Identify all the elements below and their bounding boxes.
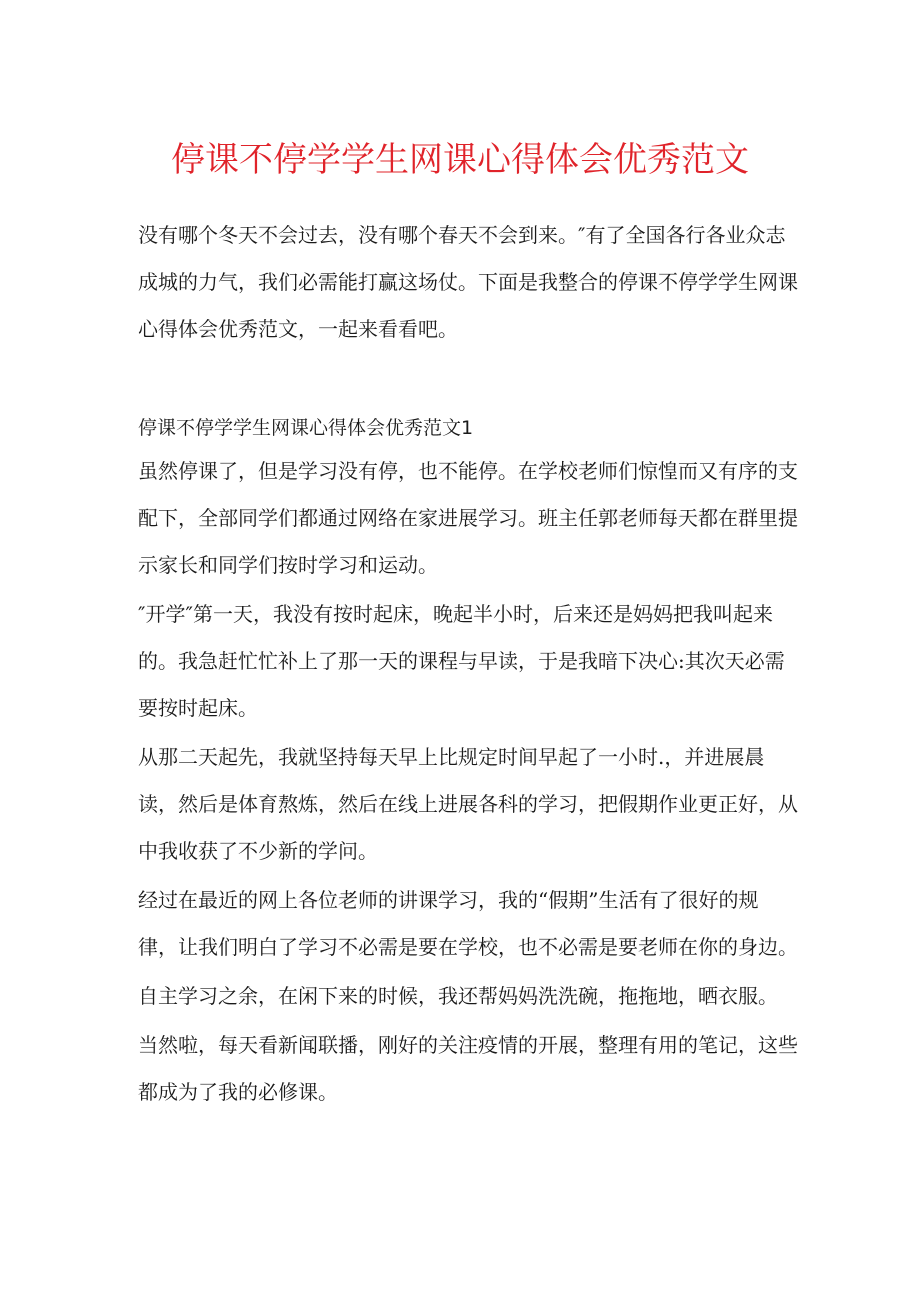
body-paragraph: 从那二天起先，我就坚持每天早上比规定时间早起了一小时.，并进展晨读，然后是体育熬炼，然后在线上进展各科的学习，把假期作业更正好，从中我收获了不少新的学问。 [138,745,798,863]
body-paragraph: 虽然停课了，但是学习没有停，也不能停。在学校老师们惊惶而又有序的支配下，全部同学们都通过网络在家进展学习。班主任郭老师每天都在群里提示家长和同学们按时学习和运动。 [138,459,798,577]
body-paragraph: 当然啦，每天看新闻联播，刚好的关注疫情的开展，整理有用的笔记，这些都成为了我的必修课。 [138,1033,798,1104]
section-1 [138,408,798,1116]
body-paragraph: ″开学″第一天，我没有按时起床，晚起半小时，后来还是妈妈把我叫起来的。我急赶忙忙补上了那一天的课程与早读，于是我暗下决心:其次天必需要按时起床。 [138,602,785,720]
section-heading: 停课不停学学生网课心得体会优秀范文1 [138,417,474,439]
body-paragraph: 自主学习之余，在闲下来的时候，我还帮妈妈洗洗碗，拖拖地，晒衣服。 [138,984,778,1008]
document-title: 停课不停学学生网课心得体会优秀范文 [171,140,749,180]
intro-paragraph: 没有哪个冬天不会过去，没有哪个春天不会到来。″有了全国各行各业众志成城的力气，我们必需能打赢这场仗。下面是我整合的停课不停学学生网课心得体会优秀范文，一起来看看吧。 [138,223,798,341]
body-paragraph: 经过在最近的网上各位老师的讲课学习，我的“假期”生活有了很好的规律，让我们明白了学习不必需是要在学校，也不必需是要老师在你的身边。 [138,888,798,959]
